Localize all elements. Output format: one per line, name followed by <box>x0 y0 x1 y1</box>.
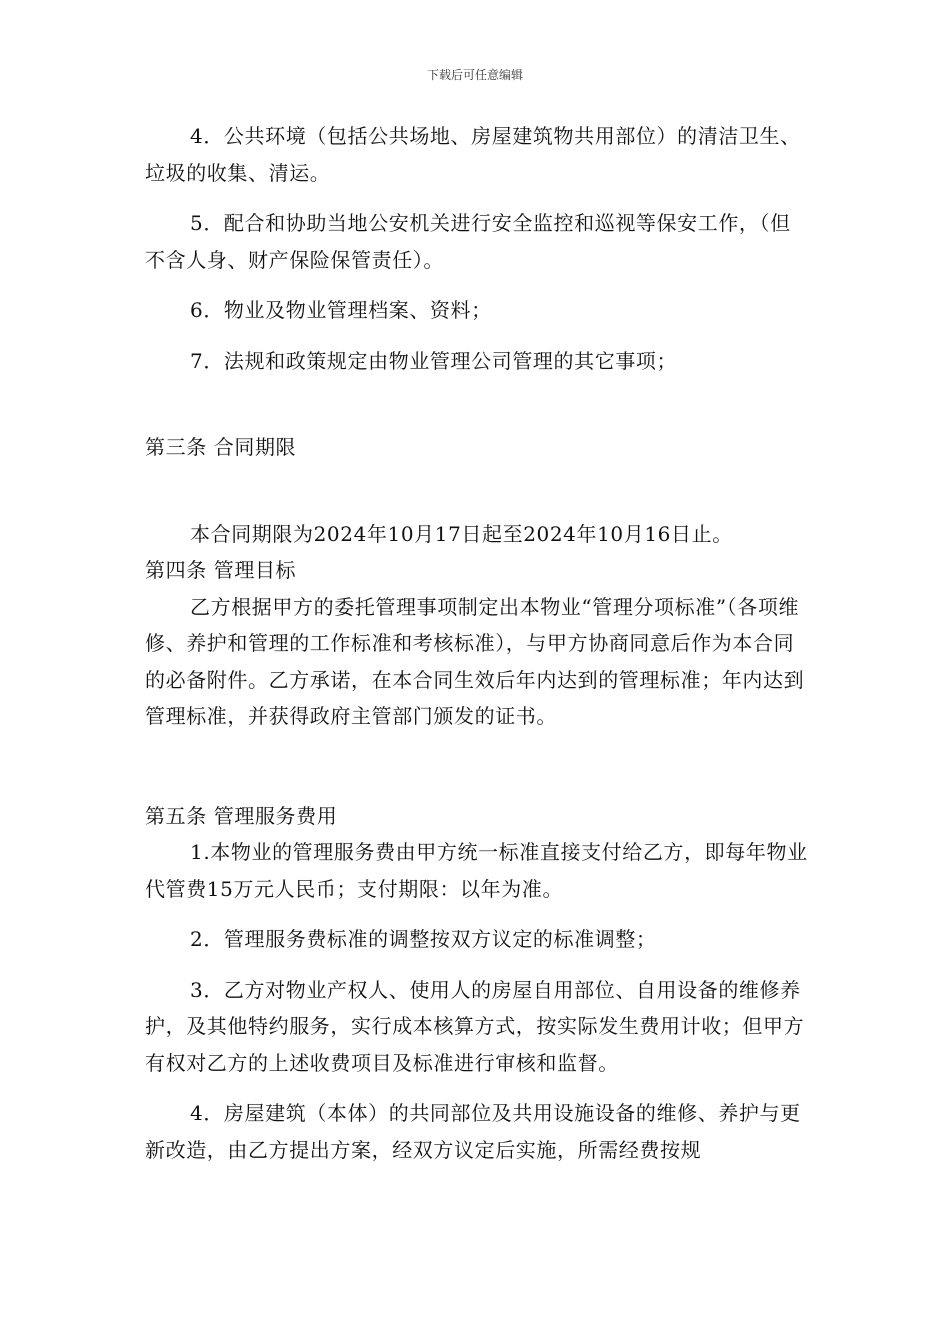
page-header: 下载后可任意编辑 <box>426 68 523 82</box>
document-body <box>145 118 810 1168</box>
paragraph-item-6: 6．物业及物业管理档案、资料； <box>190 298 492 322</box>
article-4-heading: 第四条 管理目标 <box>145 558 297 582</box>
article-5-item-2: 2．管理服务费标准的调整按双方议定的标准调整； <box>190 927 657 951</box>
paragraph-item-4: 4．公共环境（包括公共场地、房屋建筑物共用部位）的清洁卫生、垃圾的收集、清运。 <box>145 124 801 185</box>
paragraph-item-7: 7．法规和政策规定由物业管理公司管理的其它事项； <box>190 348 678 373</box>
article-5-item-1: 1.本物业的管理服务费由甲方统一标准直接支付给乙方，即每年物业代管费15万元人民币；支付期限：以年为准。 <box>145 840 808 901</box>
paragraph-item-5: 5．配合和协助当地公安机关进行安全监控和巡视等保安工作，（但不含人身、财产保险保管责任）。 <box>145 211 791 272</box>
article-3-heading: 第三条 合同期限 <box>145 435 297 459</box>
article-4-body: 乙方根据甲方的委托管理事项制定出本物业“管理分项标准”（各项维修、养护和管理的工作标准和考核标准），与甲方协商同意后作为本合同的必备附件。乙方承诺，在本合同生效后年内达到的管理标准；年内达到管理标准，并获得政府主管部门颁发的证书。 <box>145 594 805 728</box>
article-3-body: 本合同期限为2024年10月17日起至2024年10月16日止。 <box>190 521 733 546</box>
article-5-item-4: 4．房屋建筑（本体）的共同部位及共用设施设备的维修、养护与更新改造，由乙方提出方案，经双方议定后实施，所需经费按规 <box>145 1101 801 1162</box>
article-5-item-3: 3．乙方对物业产权人、使用人的房屋自用部位、自用设备的维修养护，及其他特约服务，实行成本核算方式，按实际发生费用计收；但甲方有权对乙方的上述收费项目及标准进行审核和监督。 <box>145 977 805 1075</box>
article-5-heading: 第五条 管理服务费用 <box>145 803 338 828</box>
